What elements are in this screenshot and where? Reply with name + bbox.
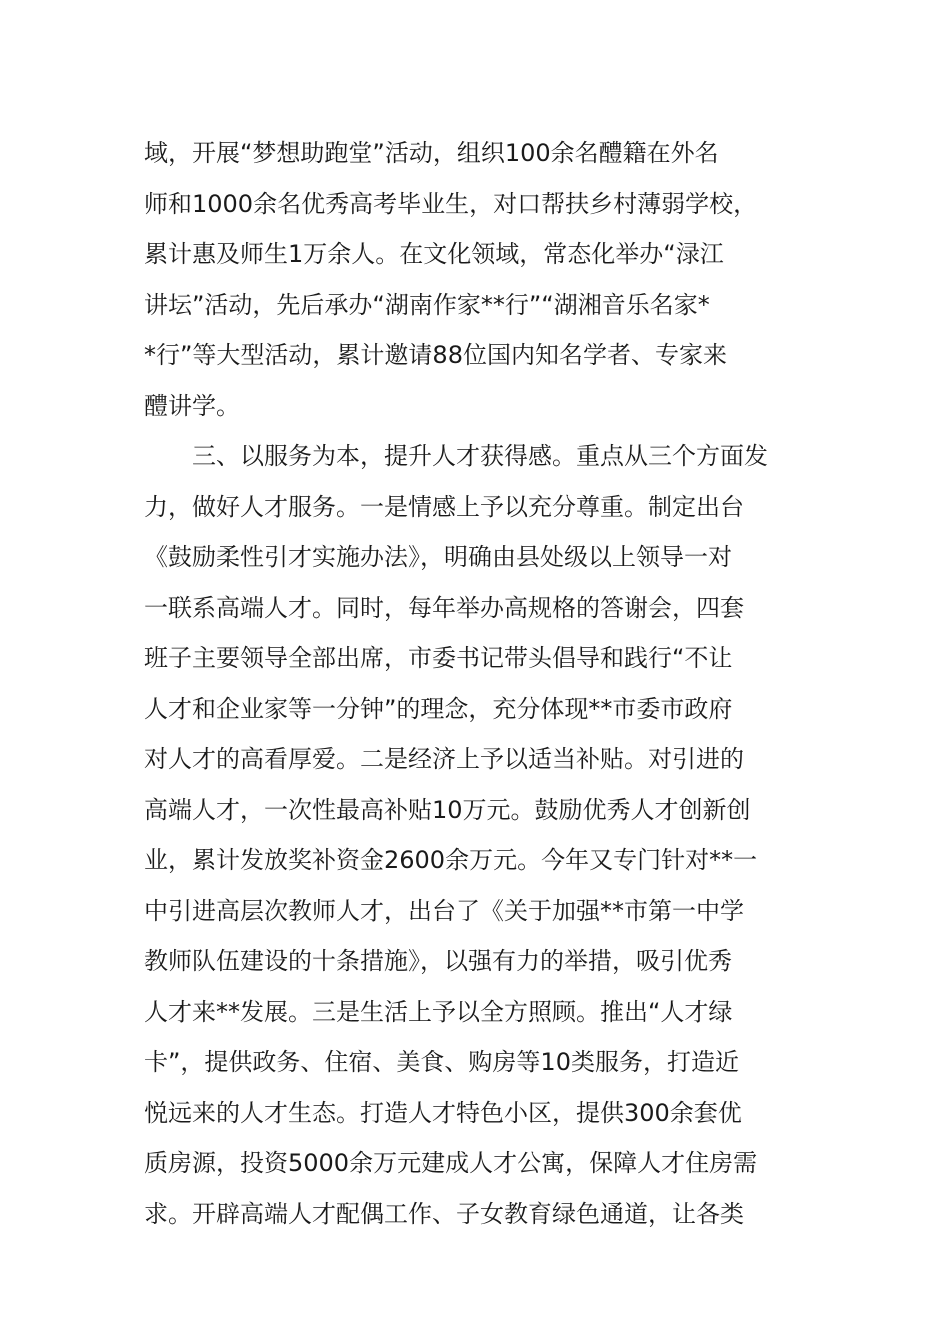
text-line: 卡”，提供政务、住宿、美食、购房等10类服务，打造近 xyxy=(144,1048,739,1076)
text-line: 教师队伍建设的十条措施》，以强有力的举措，吸引优秀 xyxy=(144,947,732,975)
document-body xyxy=(144,128,816,1239)
text-line: 域，开展“梦想助跑堂”活动，组织100余名醴籍在外名 xyxy=(144,139,719,167)
text-line: 醴讲学。 xyxy=(144,391,240,420)
text-line: *行”等大型活动，累计邀请88位国内知名学者、专家来 xyxy=(144,341,727,369)
text-line: 高端人才，一次性最高补贴10万元。鼓励优秀人才创新创 xyxy=(144,795,751,824)
text-line: 累计惠及师生1万余人。在文化领域，常态化举办“渌江 xyxy=(144,240,724,268)
text-line: 求。开辟高端人才配偶工作、子女教育绿色通道，让各类 xyxy=(144,1199,744,1228)
text-line: 一联系高端人才。同时，每年举办高规格的答谢会，四套 xyxy=(144,593,744,622)
text-line: 中引进高层次教师人才，出台了《关于加强**市第一中学 xyxy=(144,896,744,925)
text-line: 讲坛”活动，先后承办“湖南作家**行”“湖湘音乐名家* xyxy=(144,290,710,319)
text-line: 《鼓励柔性引才实施办法》，明确由县处级以上领导一对 xyxy=(144,543,732,571)
text-line: 班子主要领导全部出席，市委书记带头倡导和践行“不让 xyxy=(144,644,733,672)
text-line: 质房源，投资5000余万元建成人才公寓，保障人才住房需 xyxy=(144,1149,758,1177)
text-line: 师和1000余名优秀高考毕业生，对口帮扶乡村薄弱学校， xyxy=(144,189,758,218)
text-line: 悦远来的人才生态。打造人才特色小区，提供300余套优 xyxy=(144,1098,742,1127)
text-line: 人才和企业家等一分钟”的理念，充分体现**市委市政府 xyxy=(144,694,733,723)
text-line: 力，做好人才服务。一是情感上予以充分尊重。制定出台 xyxy=(144,492,744,521)
text-line: 业，累计发放奖补资金2600余万元。今年又专门针对**一 xyxy=(144,846,758,874)
text-line: 人才来**发展。三是生活上予以全方照顾。推出“人才绿 xyxy=(144,997,733,1026)
section-heading-line: 三、以服务为本，提升人才获得感。重点从三个方面发 xyxy=(192,442,768,470)
text-line: 对人才的高看厚爱。二是经济上予以适当补贴。对引进的 xyxy=(144,745,744,773)
